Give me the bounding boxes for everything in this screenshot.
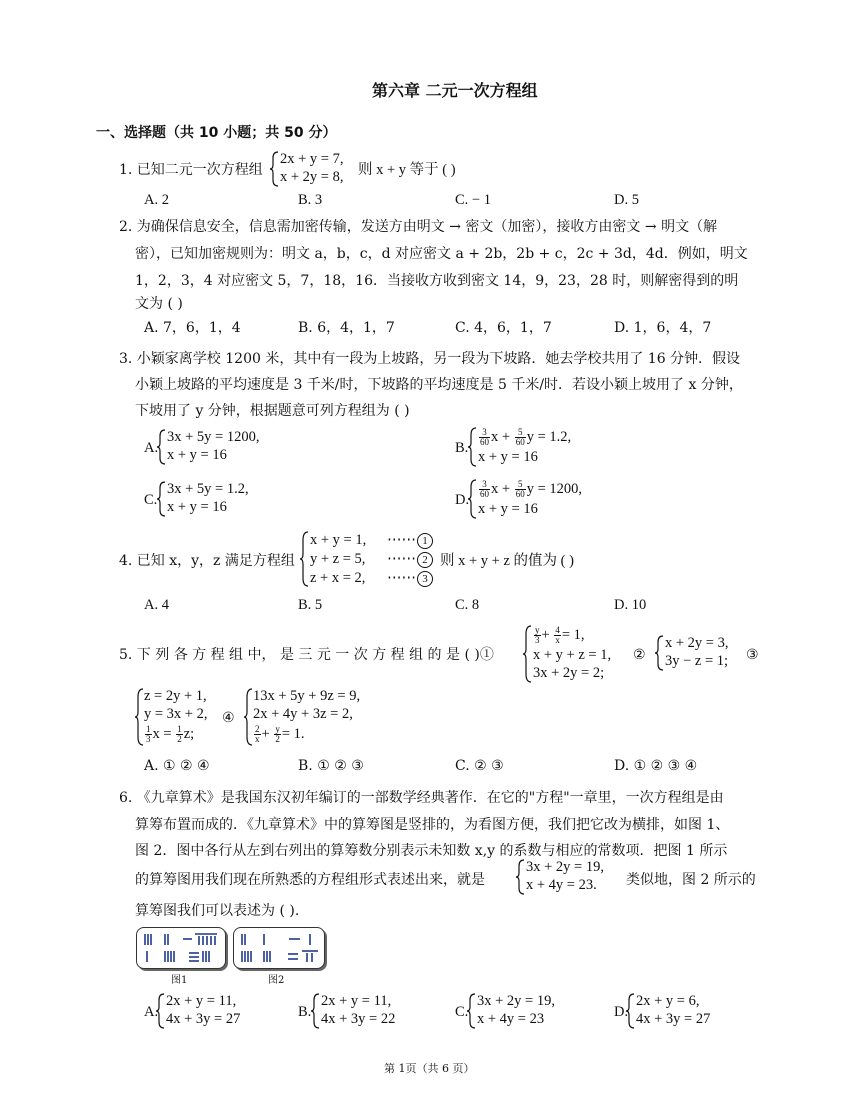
q1-eq-1: 2x + y = 7, — [280, 151, 344, 167]
q6-a-eq-1: 2x + y = 11, — [166, 993, 237, 1009]
q5-s4-eq-2: 2x + 4y + 3z = 2, — [253, 706, 353, 722]
q6-line-4-tail: 类似地，图 2 所示的 — [626, 872, 756, 888]
q6-line-3: 图 2．图中各行从左到右列出的算筹数分别表示未知数 x,y 的系数与相应的常数项．把图 1 所示 — [135, 843, 728, 859]
q1-option-a[interactable]: A. 2 — [144, 192, 169, 208]
q1-eq-2: x + 2y = 8, — [280, 169, 344, 185]
q5-s2-eq-2: 3y − z = 1; — [665, 653, 729, 669]
q6-b-eq-2: 4x + 3y = 22 — [321, 1011, 396, 1027]
q6-c-eq-2: x + 4y = 23 — [477, 1011, 545, 1027]
q5-s4-eq-1: 13x + 5y + 9z = 9, — [253, 688, 361, 704]
q6-option-a-system[interactable] — [156, 992, 276, 1030]
q3-b-eq-2: x + y = 16 — [478, 449, 538, 465]
brace-icon — [468, 426, 478, 468]
q6-eq-1: 3x + 2y = 19, — [526, 859, 604, 875]
q5-circle-4: ④ — [222, 710, 235, 726]
fraction: $\frac{4}{x}$ — [555, 625, 560, 646]
circled-number: 1 — [417, 533, 433, 549]
fraction: $\frac{3}{60}$ — [480, 479, 489, 500]
fraction: $\frac{1}{2}$ — [177, 724, 182, 745]
figure-1-caption: 图1 — [171, 975, 188, 986]
q2-line-3: 1，2，3，4 对应密文 5，7，18，16．当接收方收到密文 14，9，23，28 时，则解密得到的明 — [135, 273, 739, 289]
q1-option-c[interactable]: C. − 1 — [455, 192, 491, 208]
q6-equation-system — [516, 858, 626, 896]
q5-s4-eq-3: $\frac{2}{x}$ + $\frac{y}{2}$ = 1. — [255, 724, 305, 745]
q2-option-b[interactable]: B. 6，4，1，7 — [298, 320, 395, 336]
figure-2-caption: 图2 — [268, 975, 285, 986]
q5-circle-3: ③ — [746, 647, 759, 663]
q5-s3-eq-2: y = 3x + 2, — [144, 706, 208, 722]
q3-option-c-system[interactable] — [157, 480, 297, 518]
q3-option-b-label[interactable]: B. — [455, 440, 469, 456]
q5-system-2 — [655, 634, 755, 672]
q3-d-eq-2: x + y = 16 — [478, 501, 538, 517]
q6-option-c-label[interactable]: C. — [455, 1004, 469, 1020]
q6-d-eq-2: 4x + 3y = 27 — [636, 1011, 711, 1027]
q3-option-d-system[interactable] — [468, 478, 638, 520]
page-footer: 第 1页（共 6 页） — [384, 1062, 475, 1075]
circled-number: 2 — [417, 552, 433, 568]
brace-icon — [516, 858, 526, 896]
q3-d-eq-1: $\frac{3}{60}$ x + $\frac{5}{60}$ y = 1200, — [480, 479, 582, 500]
q1-option-b[interactable]: B. 3 — [298, 192, 323, 208]
brace-icon — [270, 150, 280, 188]
q6-line-2: 算筹布置而成的．《九章算术》中的算筹图是竖排的，为看图方便，我们把它改为横排，如图 1、 — [135, 817, 730, 833]
fraction: $\frac{3}{60}$ — [480, 427, 489, 448]
q6-option-c-system[interactable] — [467, 992, 587, 1030]
q5-s2-eq-1: x + 2y = 3, — [665, 635, 729, 651]
q2-line-2: 密），已知加密规则为：明文 a，b，c，d 对应密文 a + 2b，2b + c，2c + 3d，4d．例如，明文 — [135, 246, 748, 262]
q3-option-a-label[interactable]: A. — [144, 440, 159, 456]
fraction: $\frac{2}{x}$ — [255, 724, 260, 745]
q3-line-1: 3. 小颖家离学校 1200 米，其中有一段为上坡路，另一段为下坡路．她去学校共用了 16 分钟．假设 — [119, 351, 741, 367]
q4-option-a[interactable]: A. 4 — [144, 597, 169, 613]
q4-equation-system: x + y = 1, ⋯⋯ 1 y + z = 5, ⋯⋯ 2 z + x = 2, ⋯⋯ 3 — [300, 530, 440, 588]
q3-b-eq-1: $\frac{3}{60}$ x + $\frac{5}{60}$ y = 1.2, — [480, 427, 572, 448]
q3-option-d-label[interactable]: D. — [455, 492, 470, 508]
q6-option-b-system[interactable] — [311, 992, 431, 1030]
q3-a-eq-1: 3x + 5y = 1200, — [167, 429, 260, 445]
q5-system-3 — [135, 687, 235, 747]
q4-option-c[interactable]: C. 8 — [455, 597, 480, 613]
q5-circle-2: ② — [633, 647, 646, 663]
circled-number: 3 — [417, 571, 433, 587]
q4-eq-3: z + x = 2, — [310, 570, 366, 586]
q3-line-3: 下坡用了 y 分钟，根据题意可列方程组为 ( ) — [135, 403, 410, 419]
q1-stem-tail: 则 x + y 等于 ( ) — [358, 162, 456, 178]
fraction: $\frac{y}{3}$ — [535, 625, 540, 646]
fraction: $\frac{1}{3}$ — [146, 724, 151, 745]
q5-option-c[interactable]: C. ② ③ — [455, 758, 504, 774]
brace-icon — [156, 992, 166, 1030]
q6-line-1: 6. 《九章算术》是我国东汉初年编订的一部数学经典著作．在它的"方程"一章里，一次方程组是由 — [119, 790, 724, 806]
q4-stem: 4. 已知 x，y，z 满足方程组 — [119, 553, 295, 569]
brace-icon — [300, 530, 310, 588]
q5-s3-eq-1: z = 2y + 1, — [144, 688, 207, 704]
q5-stem: 5. 下 列 各 方 程 组 中， 是 三 元 一 次 方 程 组 的 是 ( )① — [119, 647, 494, 663]
q1-stem: 1. 已知二元一次方程组 — [119, 162, 263, 178]
q6-option-b-label[interactable]: B. — [298, 1004, 312, 1020]
figure-2-counting-rods — [233, 927, 325, 969]
q1-equation-system — [270, 150, 360, 188]
q5-option-a[interactable]: A. ① ② ④ — [144, 758, 210, 774]
q3-line-2: 小颖上坡路的平均速度是 3 千米/时，下坡路的平均速度是 5 千米/时．若设小颖上坡用了 x 分钟， — [135, 377, 743, 393]
q6-b-eq-1: 2x + y = 11, — [321, 993, 392, 1009]
q4-option-b[interactable]: B. 5 — [298, 597, 323, 613]
q6-option-a-label[interactable]: A. — [144, 1004, 159, 1020]
q6-option-d-system[interactable] — [626, 992, 746, 1030]
brace-icon — [311, 992, 321, 1030]
q5-option-b[interactable]: B. ① ② ③ — [298, 758, 364, 774]
fraction: $\frac{5}{60}$ — [515, 479, 525, 500]
q4-stem-tail: 则 x + y + z 的值为 ( ) — [440, 553, 574, 569]
figure-1-counting-rods — [136, 927, 226, 969]
q3-c-eq-2: x + y = 16 — [167, 499, 227, 515]
counting-rods-icon — [137, 928, 225, 968]
fraction: $\frac{5}{60}$ — [515, 427, 525, 448]
q4-option-d[interactable]: D. 10 — [614, 597, 647, 613]
q3-a-eq-2: x + y = 16 — [167, 447, 227, 463]
brace-icon — [468, 478, 478, 520]
fraction: $\frac{y}{2}$ — [275, 724, 280, 745]
q3-c-eq-1: 3x + 5y = 1.2, — [167, 481, 249, 497]
q3-option-a-system[interactable] — [157, 428, 297, 466]
section-heading: 一、选择题（共 10 小题；共 50 分） — [96, 125, 337, 141]
q2-line-1: 2. 为确保信息安全，信息需加密传输，发送方由明文 → 密文（加密），接收方由密文 → 明文（解 — [119, 219, 718, 235]
page-title: 第六章 二元一次方程组 — [372, 81, 538, 100]
brace-icon — [655, 634, 665, 672]
q3-option-c-label[interactable]: C. — [144, 492, 158, 508]
brace-icon — [467, 992, 477, 1030]
q2-option-c[interactable]: C. 4，6，1，7 — [455, 320, 552, 336]
q1-option-d[interactable]: D. 5 — [614, 192, 639, 208]
q6-line-5: 算筹图我们可以表述为 ( ). — [135, 903, 300, 919]
brace-icon — [523, 624, 533, 684]
brace-icon — [157, 480, 167, 518]
q3-option-b-system[interactable] — [468, 426, 628, 468]
q6-a-eq-2: 4x + 3y = 27 — [166, 1011, 241, 1027]
q6-d-eq-1: 2x + y = 6, — [636, 993, 700, 1009]
q6-option-d-label[interactable]: D. — [614, 1004, 629, 1020]
q5-system-1 — [523, 624, 633, 684]
q2-option-a[interactable]: A. 7，6，1，4 — [144, 320, 241, 336]
q4-eq-1: x + y = 1, — [310, 532, 367, 548]
q5-system-4 — [244, 687, 394, 747]
brace-icon — [626, 992, 636, 1030]
brace-icon — [157, 428, 167, 466]
q5-s3-eq-3: $\frac{1}{3}$ x = $\frac{1}{2}$ z; — [146, 724, 195, 745]
q5-s1-eq-1: $\frac{y}{3}$ + $\frac{4}{x}$ = 1, — [535, 625, 585, 646]
q6-eq-2: x + 4y = 23. — [526, 877, 597, 893]
counting-rods-icon — [234, 928, 324, 968]
q6-line-4: 的算筹图用我们现在所熟悉的方程组形式表述出来，就是 — [135, 872, 485, 888]
q2-line-4: 文为 ( ) — [135, 296, 183, 312]
q5-s1-eq-2: x + y + z = 1, — [533, 647, 612, 663]
q4-eq-2: y + z = 5, — [310, 551, 366, 567]
q2-option-d[interactable]: D. 1，6，4，7 — [614, 320, 712, 336]
q5-option-d[interactable]: D. ① ② ③ ④ — [614, 758, 698, 774]
q5-s1-eq-3: 3x + 2y = 2; — [533, 665, 605, 681]
q6-c-eq-1: 3x + 2y = 19, — [477, 993, 555, 1009]
